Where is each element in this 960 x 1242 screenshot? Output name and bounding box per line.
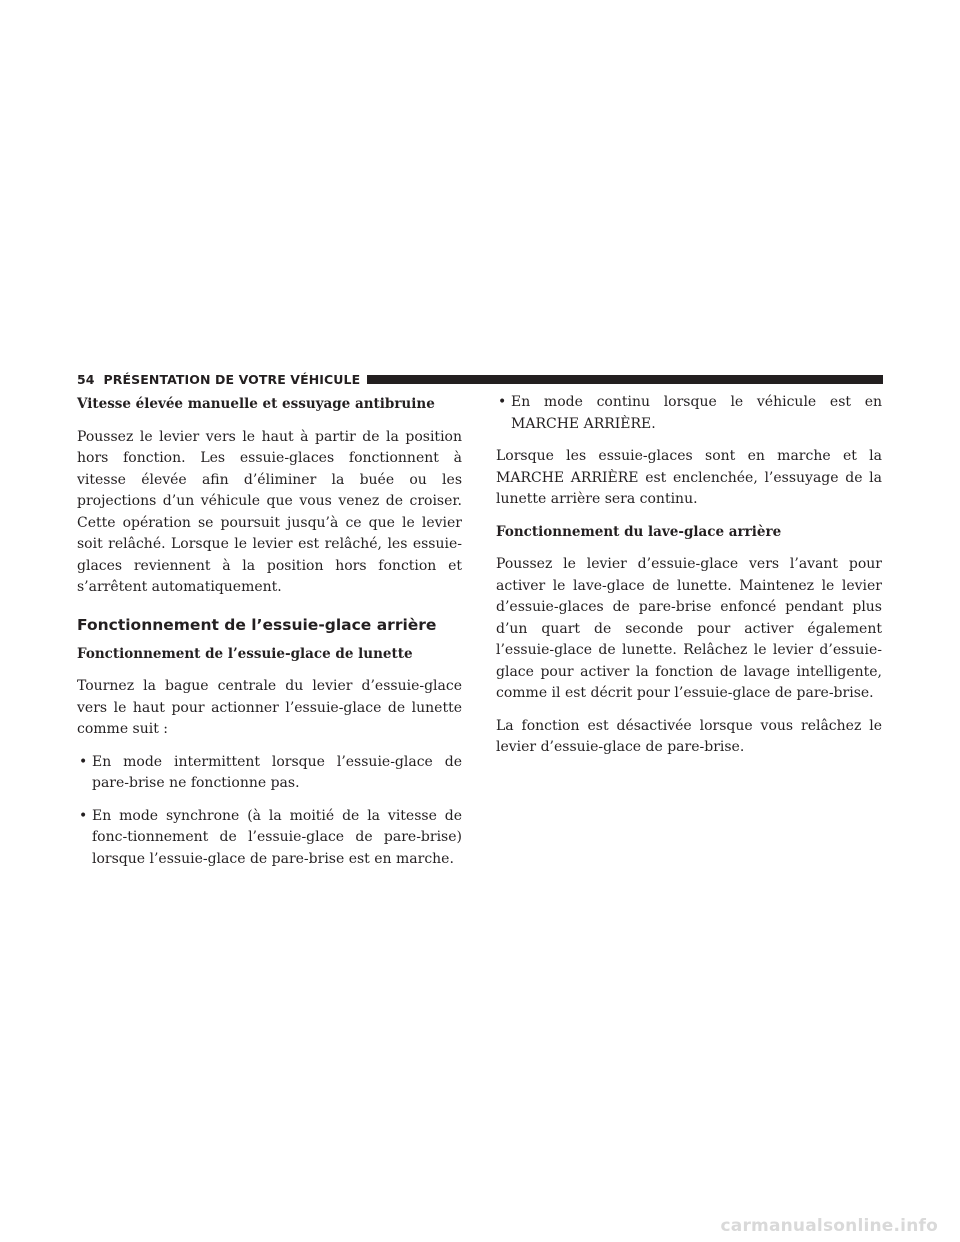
list-item-text: En mode continu lorsque le véhicule est en MARCHE ARRIÈRE. (511, 394, 882, 432)
bullet-icon: • (79, 753, 88, 770)
section-heading-rear-wiper: Fonctionnement de l’essuie-glace arrière (77, 615, 437, 634)
section-title: PRÉSENTATION DE VOTRE VÉHICULE (103, 371, 361, 387)
subheading-rear-washer: Fonctionnement du lave-glace arrière (496, 523, 782, 540)
list-item-text: En mode intermittent lorsque l’essuie-glace de pare-brise ne fonctionne pas. (92, 753, 462, 791)
paragraph-rear-window-wiper: Tournez la bague centrale du levier d’essuie-glace vers le haut pour actionner l’essuie-glace de lunette comme suit : (77, 678, 462, 737)
right-column (496, 392, 882, 770)
left-column (77, 392, 462, 881)
bullet-icon: • (79, 807, 88, 824)
list-item (77, 806, 462, 871)
paragraph-reverse-continuous: Lorsque les essuie-glaces sont en marche et la MARCHE ARRIÈRE est enclenchée, l’essuyage de la lunette arrière sera continu. (496, 448, 882, 507)
bullet-icon: • (498, 394, 507, 410)
list-item-text: En mode synchrone (à la moitié de la vitesse de fonc-tionnement de l’essuie-glace de pare-brise) lorsque l’essuie-glace de pare-brise est en marche. (92, 807, 462, 867)
page-header-label (77, 372, 360, 387)
watermark: carmanualsonline.info (720, 1216, 938, 1236)
list-item (496, 392, 882, 435)
paragraph-high-speed: Poussez le levier vers le haut à partir de la position hors fonction. Les essuie-glaces fonctionnent à vitesse élevée afin d’éliminer la buée ou les projections d’un véhicule que vous venez de croiser. Cette opération se poursuit jusqu’à ce que le levier soit relâché. Lorsque le levier est relâché, les essuie-glaces reviennent à la position hors fonction et s’arrêtent automatiquement. (77, 428, 462, 595)
header-rule (367, 375, 883, 384)
page-header (77, 370, 883, 388)
subheading-rear-window-wiper: Fonctionnement de l’essuie-glace de lunette (77, 645, 413, 662)
list-item (77, 752, 462, 795)
subheading-high-speed: Vitesse élevée manuelle et essuyage antibruine (77, 396, 435, 412)
page-number: 54 (77, 371, 95, 387)
paragraph-rear-washer: Poussez le levier d’essuie-glace vers l’avant pour activer le lave-glace de lunette. Maintenez le levier d’essuie-glaces de pare-brise enfoncé pendant plus d’un quart de seconde pour activer également l’essuie-glace de lunette. Relâchez le levier d’essuie-glace pour activer la fonction de lavage intelligente, comme il est décrit pour l’essuie-glace de pare-brise. (496, 556, 882, 701)
paragraph-function-disabled: La fonction est désactivée lorsque vous relâchez le levier d’essuie-glace de pare-brise. (496, 717, 882, 755)
